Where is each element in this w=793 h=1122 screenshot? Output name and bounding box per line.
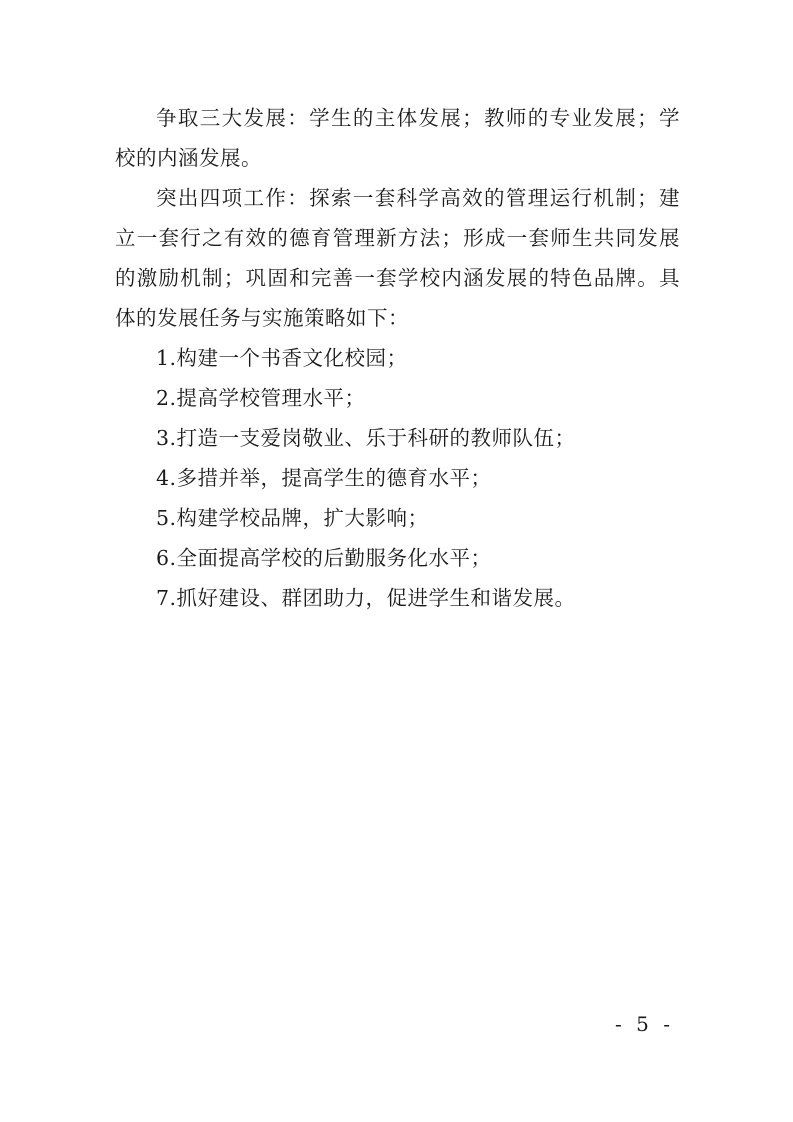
document-body [115, 98, 680, 618]
paragraph-three-developments: 争取三大发展：学生的主体发展；教师的专业发展；学校的内涵发展。 [115, 106, 680, 170]
list-item: 5.构建学校品牌，扩大影响； [156, 506, 429, 530]
list-item: 2.提高学校管理水平； [156, 386, 366, 410]
list-item: 7.抓好建设、群团助力，促进学生和谐发展。 [156, 586, 576, 610]
list-item: 6.全面提高学校的后勤服务化水平； [156, 546, 492, 570]
list-item: 1.构建一个书香文化校园； [156, 346, 408, 370]
list-item: 4.多措并举，提高学生的德育水平； [156, 466, 492, 490]
list-item: 3.打造一支爱岗敬业、乐于科研的教师队伍； [156, 426, 576, 450]
page-number: - 5 - [615, 1012, 674, 1036]
paragraph-four-tasks: 突出四项工作：探索一套科学高效的管理运行机制；建立一套行之有效的德育管理新方法；形成一套师生共同发展的激励机制；巩固和完善一套学校内涵发展的特色品牌。具体的发展任务与实施策略如下： [115, 186, 680, 330]
